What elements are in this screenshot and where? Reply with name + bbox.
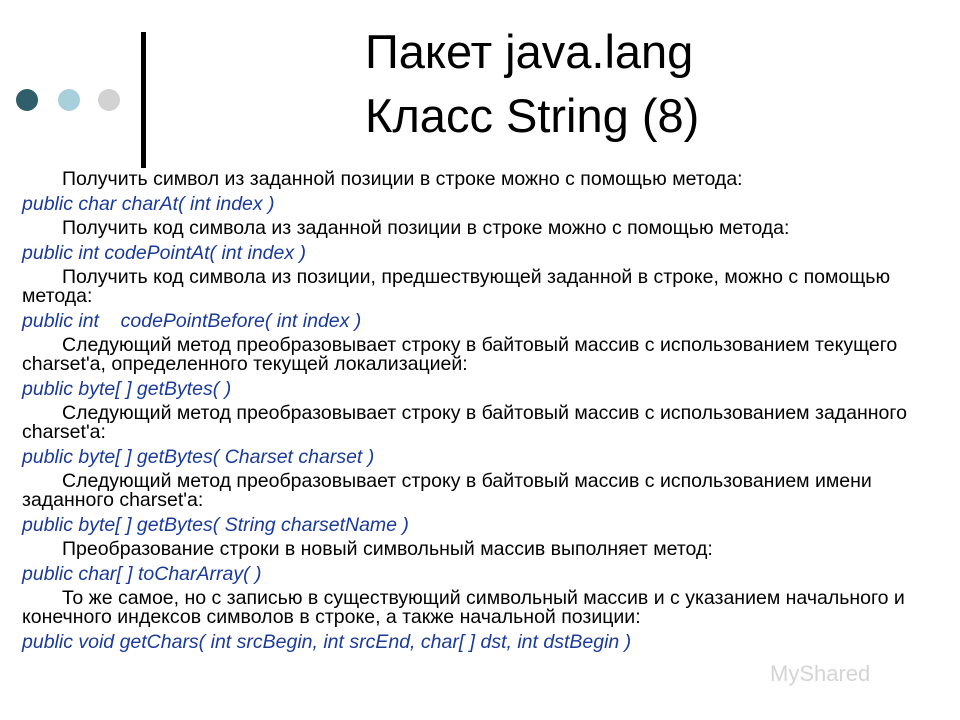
method-signature	[22, 380, 947, 399]
method-description: Следующий метод преобразовывает строку в байтовый массив с использованием заданного charset'a:	[22, 402, 907, 443]
code-text: [ ] dst,	[458, 631, 518, 653]
watermark: MyShared	[770, 661, 871, 686]
code-keyword: public void	[22, 631, 120, 653]
code-keyword: char	[420, 631, 459, 653]
code-text: index )	[247, 242, 307, 264]
code-text: [ ] getBytes( )	[115, 378, 232, 400]
method-signature	[22, 312, 947, 331]
method-description: То же самое, но с записью в существующий символьный массив и с указанием начального и конечного индексов символов в строке, а также начальной позиции:	[22, 587, 905, 628]
vertical-divider	[141, 32, 146, 168]
code-text: dstBegin )	[543, 631, 632, 653]
code-keyword: int	[210, 631, 237, 653]
method-signature	[22, 516, 947, 535]
slide-title	[365, 20, 699, 148]
code-text: getChars(	[119, 631, 211, 653]
code-keyword: public byte	[22, 378, 116, 400]
code-text: charAt(	[121, 193, 190, 215]
code-text: [ ] toCharArray( )	[116, 563, 262, 585]
code-keyword: public int	[22, 242, 105, 264]
code-keyword: int	[221, 242, 248, 264]
code-text: [ ] getBytes( Charset charset )	[115, 446, 375, 468]
method-signature	[22, 244, 947, 263]
code-text: codePointAt(	[104, 242, 222, 264]
code-text: srcEnd,	[349, 631, 421, 653]
code-keyword: public char	[22, 563, 117, 585]
code-keyword: int	[190, 193, 217, 215]
method-signature	[22, 633, 947, 652]
code-text: index )	[216, 193, 275, 215]
method-description: Следующий метод преобразовывает строку в байтовый массив с использованием имени заданного charset'a:	[22, 470, 872, 511]
code-text: index )	[302, 310, 362, 332]
method-signature	[22, 195, 947, 214]
code-keyword: int	[323, 631, 350, 653]
method-signature	[22, 448, 947, 467]
method-description: Получить код символа из заданной позиции в строке можно с помощью метода:	[62, 217, 790, 239]
slide-body	[22, 165, 947, 652]
method-signature	[22, 565, 947, 584]
title-line-1: Пакет java.lang	[365, 25, 694, 78]
code-text: srcBegin,	[236, 631, 324, 653]
code-keyword: public char	[22, 193, 122, 215]
decor-dot-3	[98, 89, 120, 111]
code-text: [ ] getBytes( String charsetName )	[115, 514, 409, 536]
method-description: Получить код символа из позиции, предшествующей заданной в строке, можно с помощью метода:	[22, 266, 891, 307]
code-keyword: int	[517, 631, 544, 653]
code-text: codePointBefore(	[104, 310, 277, 332]
code-keyword: public int	[22, 310, 105, 332]
method-description: Следующий метод преобразовывает строку в байтовый массив с использованием текущего charset'a, определенного текущей локализацией:	[22, 334, 898, 375]
method-description: Преобразование строки в новый символьный массив выполняет метод:	[62, 538, 713, 560]
code-keyword: public byte	[22, 514, 116, 536]
code-keyword: int	[276, 310, 303, 332]
decor-dot-1	[16, 89, 38, 111]
title-line-2: Класс String (8)	[365, 89, 700, 142]
method-description: Получить символ из заданной позиции в строке можно с помощью метода:	[62, 168, 743, 190]
decor-dot-2	[58, 89, 80, 111]
code-keyword: public byte	[22, 446, 116, 468]
